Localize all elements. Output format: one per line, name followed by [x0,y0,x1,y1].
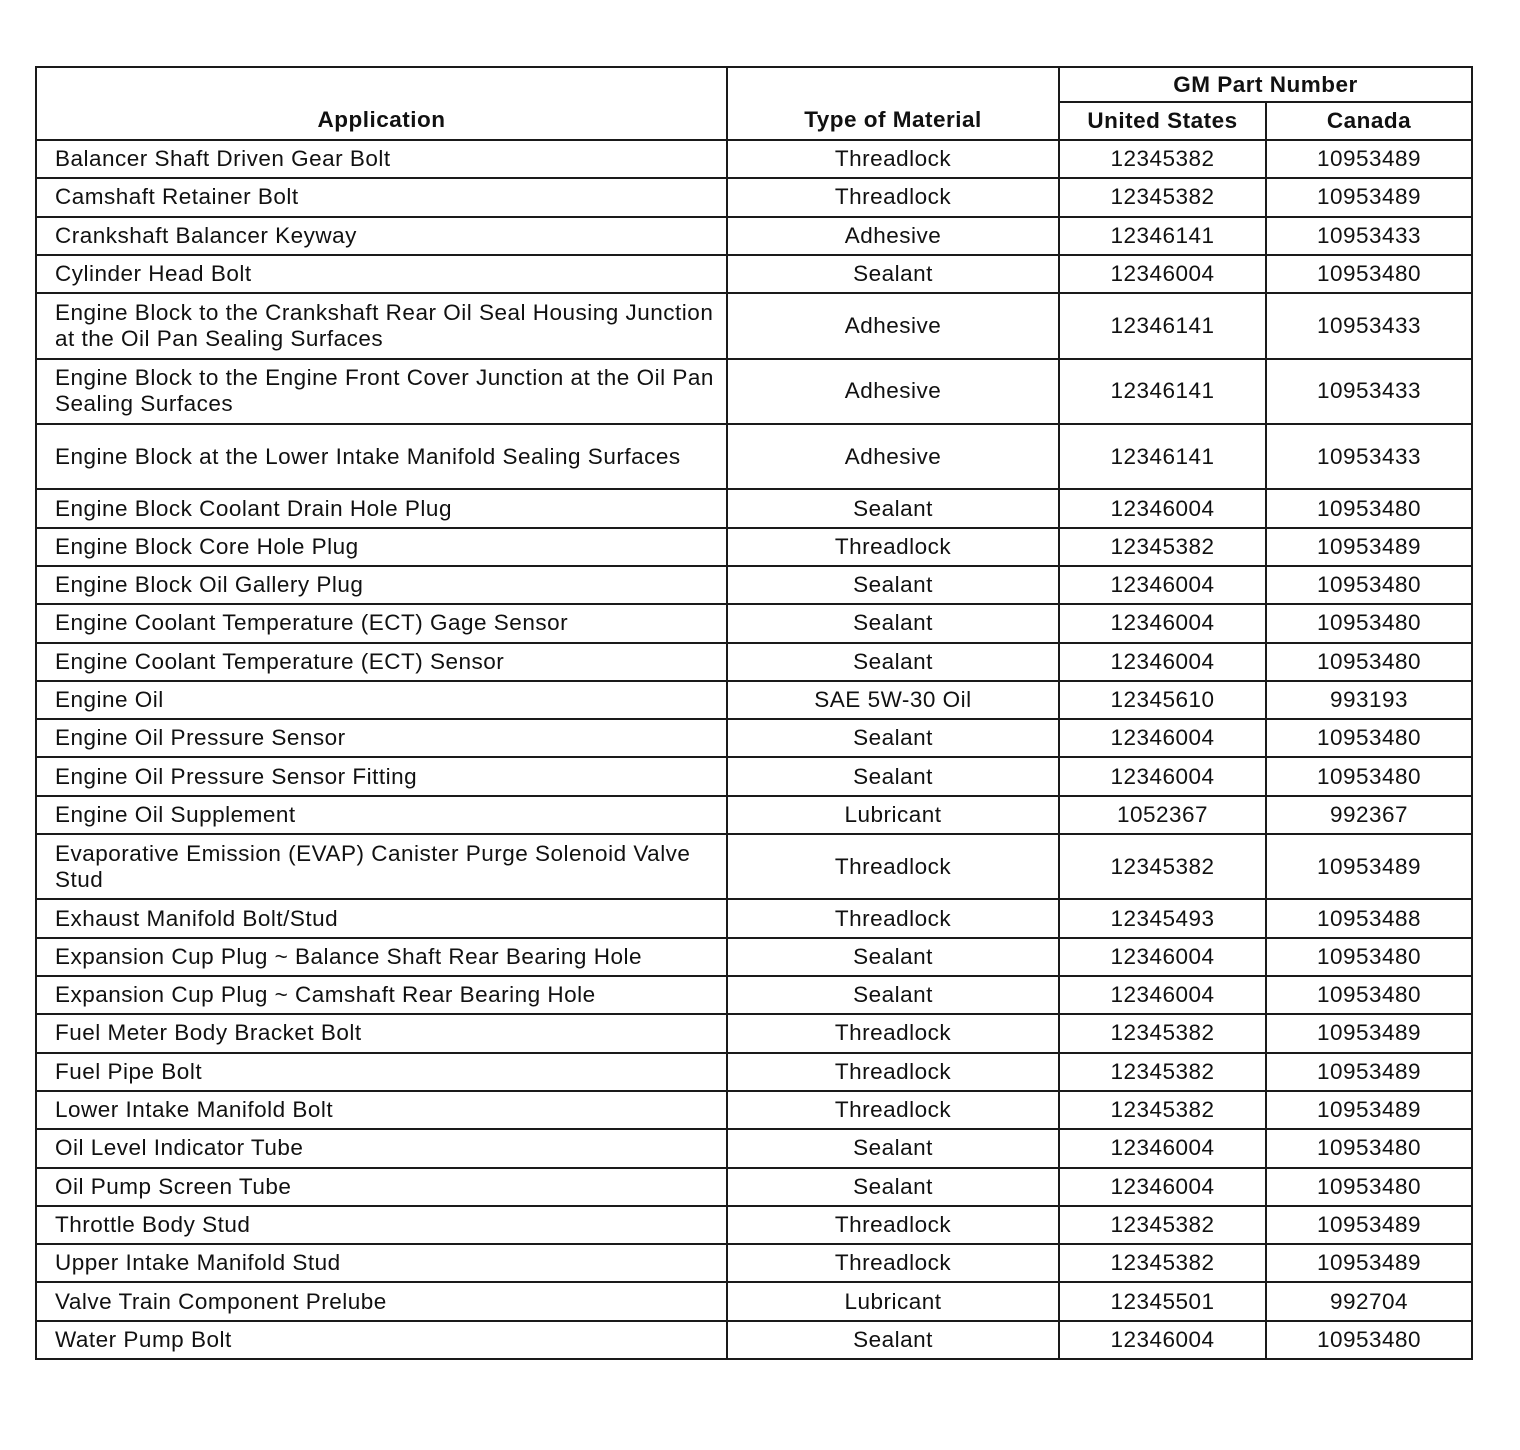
cell-us-part-number: 12345382 [1059,1206,1266,1244]
cell-material: Sealant [727,938,1059,976]
cell-application: Engine Oil [36,681,727,719]
cell-canada-part-number: 10953480 [1266,255,1472,293]
cell-material: Threadlock [727,140,1059,178]
table-body [36,140,1472,1359]
cell-application: Engine Block Coolant Drain Hole Plug [36,489,727,527]
table-row [36,834,1472,899]
cell-us-part-number: 12345493 [1059,899,1266,937]
table-row [36,604,1472,642]
table-row [36,140,1472,178]
cell-application: Engine Block at the Lower Intake Manifold Sealing Surfaces [36,424,727,489]
cell-us-part-number: 12345382 [1059,178,1266,216]
table-row [36,1321,1472,1359]
cell-material: Threadlock [727,178,1059,216]
cell-application: Engine Oil Pressure Sensor Fitting [36,757,727,795]
cell-us-part-number: 12346004 [1059,719,1266,757]
table-row [36,1168,1472,1206]
cell-material: Threadlock [727,1014,1059,1052]
cell-us-part-number: 12345610 [1059,681,1266,719]
cell-canada-part-number: 10953480 [1266,489,1472,527]
cell-canada-part-number: 10953433 [1266,424,1472,489]
cell-material: Threadlock [727,1053,1059,1091]
cell-us-part-number: 12346004 [1059,757,1266,795]
cell-us-part-number: 12346004 [1059,566,1266,604]
cell-material: Threadlock [727,834,1059,899]
cell-material: Threadlock [727,1244,1059,1282]
table-row [36,1244,1472,1282]
cell-canada-part-number: 10953480 [1266,1129,1472,1167]
cell-application: Engine Block Core Hole Plug [36,528,727,566]
cell-canada-part-number: 10953480 [1266,719,1472,757]
cell-us-part-number: 12346004 [1059,1321,1266,1359]
cell-material: Threadlock [727,1206,1059,1244]
cell-application: Throttle Body Stud [36,1206,727,1244]
cell-canada-part-number: 10953480 [1266,976,1472,1014]
cell-material: Sealant [727,1129,1059,1167]
cell-canada-part-number: 10953480 [1266,1321,1472,1359]
cell-us-part-number: 1052367 [1059,796,1266,834]
cell-us-part-number: 12345382 [1059,834,1266,899]
cell-us-part-number: 12346004 [1059,1168,1266,1206]
cell-canada-part-number: 10953489 [1266,1053,1472,1091]
header-type-of-material: Type of Material [727,67,1059,140]
table-row [36,255,1472,293]
cell-application: Fuel Pipe Bolt [36,1053,727,1091]
cell-material: Sealant [727,1168,1059,1206]
cell-material: Sealant [727,757,1059,795]
cell-material: Adhesive [727,359,1059,424]
cell-material: Adhesive [727,424,1059,489]
cell-us-part-number: 12345382 [1059,140,1266,178]
cell-application: Engine Oil Pressure Sensor [36,719,727,757]
cell-canada-part-number: 10953489 [1266,140,1472,178]
cell-application: Crankshaft Balancer Keyway [36,217,727,255]
table-row [36,976,1472,1014]
table-row [36,681,1472,719]
cell-us-part-number: 12346004 [1059,255,1266,293]
cell-canada-part-number: 10953433 [1266,293,1472,358]
cell-application: Valve Train Component Prelube [36,1282,727,1320]
cell-application: Expansion Cup Plug ~ Camshaft Rear Bearing Hole [36,976,727,1014]
cell-application: Fuel Meter Body Bracket Bolt [36,1014,727,1052]
cell-application: Exhaust Manifold Bolt/Stud [36,899,727,937]
table-row [36,643,1472,681]
cell-application: Oil Level Indicator Tube [36,1129,727,1167]
cell-us-part-number: 12345501 [1059,1282,1266,1320]
cell-material: Sealant [727,489,1059,527]
cell-application: Engine Coolant Temperature (ECT) Sensor [36,643,727,681]
table-row [36,938,1472,976]
cell-material: Sealant [727,566,1059,604]
cell-canada-part-number: 993193 [1266,681,1472,719]
cell-canada-part-number: 10953480 [1266,757,1472,795]
cell-canada-part-number: 10953480 [1266,604,1472,642]
cell-canada-part-number: 10953488 [1266,899,1472,937]
table-row [36,1282,1472,1320]
header-application: Application [36,67,727,140]
table-row [36,1053,1472,1091]
cell-canada-part-number: 10953489 [1266,1244,1472,1282]
cell-application: Water Pump Bolt [36,1321,727,1359]
cell-material: Threadlock [727,899,1059,937]
cell-us-part-number: 12346141 [1059,424,1266,489]
cell-application: Engine Oil Supplement [36,796,727,834]
cell-application: Camshaft Retainer Bolt [36,178,727,216]
cell-us-part-number: 12346141 [1059,359,1266,424]
cell-material: Lubricant [727,796,1059,834]
table-row [36,528,1472,566]
cell-canada-part-number: 10953480 [1266,566,1472,604]
cell-canada-part-number: 10953489 [1266,1014,1472,1052]
cell-application: Upper Intake Manifold Stud [36,1244,727,1282]
cell-application: Cylinder Head Bolt [36,255,727,293]
table-row [36,293,1472,358]
cell-canada-part-number: 992704 [1266,1282,1472,1320]
cell-canada-part-number: 10953489 [1266,1206,1472,1244]
cell-us-part-number: 12346141 [1059,217,1266,255]
cell-application: Lower Intake Manifold Bolt [36,1091,727,1129]
table-row [36,424,1472,489]
header-united-states: United States [1059,102,1266,140]
cell-us-part-number: 12346141 [1059,293,1266,358]
table-row [36,1091,1472,1129]
cell-material: Sealant [727,1321,1059,1359]
cell-application: Oil Pump Screen Tube [36,1168,727,1206]
cell-canada-part-number: 10953489 [1266,178,1472,216]
cell-material: Sealant [727,255,1059,293]
table-row [36,359,1472,424]
cell-canada-part-number: 992367 [1266,796,1472,834]
table-row [36,757,1472,795]
table-row [36,1129,1472,1167]
sealants-adhesives-table [35,66,1473,1360]
cell-material: Adhesive [727,293,1059,358]
cell-material: Lubricant [727,1282,1059,1320]
table-row [36,796,1472,834]
cell-us-part-number: 12346004 [1059,938,1266,976]
cell-us-part-number: 12346004 [1059,604,1266,642]
cell-canada-part-number: 10953480 [1266,643,1472,681]
cell-canada-part-number: 10953433 [1266,359,1472,424]
cell-us-part-number: 12345382 [1059,1014,1266,1052]
cell-us-part-number: 12345382 [1059,528,1266,566]
cell-canada-part-number: 10953489 [1266,1091,1472,1129]
table-row [36,217,1472,255]
table-row [36,899,1472,937]
cell-application: Expansion Cup Plug ~ Balance Shaft Rear Bearing Hole [36,938,727,976]
cell-material: Sealant [727,976,1059,1014]
cell-application: Engine Block Oil Gallery Plug [36,566,727,604]
cell-canada-part-number: 10953433 [1266,217,1472,255]
cell-material: Adhesive [727,217,1059,255]
header-gm-part-number: GM Part Number [1059,67,1472,102]
header-canada: Canada [1266,102,1472,140]
cell-canada-part-number: 10953480 [1266,938,1472,976]
table-row [36,489,1472,527]
table-row [36,1014,1472,1052]
table-row [36,1206,1472,1244]
cell-material: Sealant [727,719,1059,757]
cell-material: Threadlock [727,528,1059,566]
cell-material: Sealant [727,643,1059,681]
cell-us-part-number: 12345382 [1059,1053,1266,1091]
table-row [36,566,1472,604]
cell-canada-part-number: 10953489 [1266,528,1472,566]
cell-application: Engine Block to the Crankshaft Rear Oil Seal Housing Junction at the Oil Pan Sealing Surfaces [36,293,727,358]
cell-material: SAE 5W-30 Oil [727,681,1059,719]
cell-application: Evaporative Emission (EVAP) Canister Purge Solenoid Valve Stud [36,834,727,899]
cell-us-part-number: 12345382 [1059,1244,1266,1282]
cell-canada-part-number: 10953489 [1266,834,1472,899]
cell-us-part-number: 12345382 [1059,1091,1266,1129]
cell-canada-part-number: 10953480 [1266,1168,1472,1206]
cell-us-part-number: 12346004 [1059,489,1266,527]
cell-us-part-number: 12346004 [1059,976,1266,1014]
cell-material: Sealant [727,604,1059,642]
cell-material: Threadlock [727,1091,1059,1129]
cell-application: Engine Block to the Engine Front Cover Junction at the Oil Pan Sealing Surfaces [36,359,727,424]
cell-application: Engine Coolant Temperature (ECT) Gage Sensor [36,604,727,642]
table-header [36,67,1472,140]
cell-application: Balancer Shaft Driven Gear Bolt [36,140,727,178]
table-row [36,178,1472,216]
cell-us-part-number: 12346004 [1059,643,1266,681]
cell-us-part-number: 12346004 [1059,1129,1266,1167]
table-row [36,719,1472,757]
